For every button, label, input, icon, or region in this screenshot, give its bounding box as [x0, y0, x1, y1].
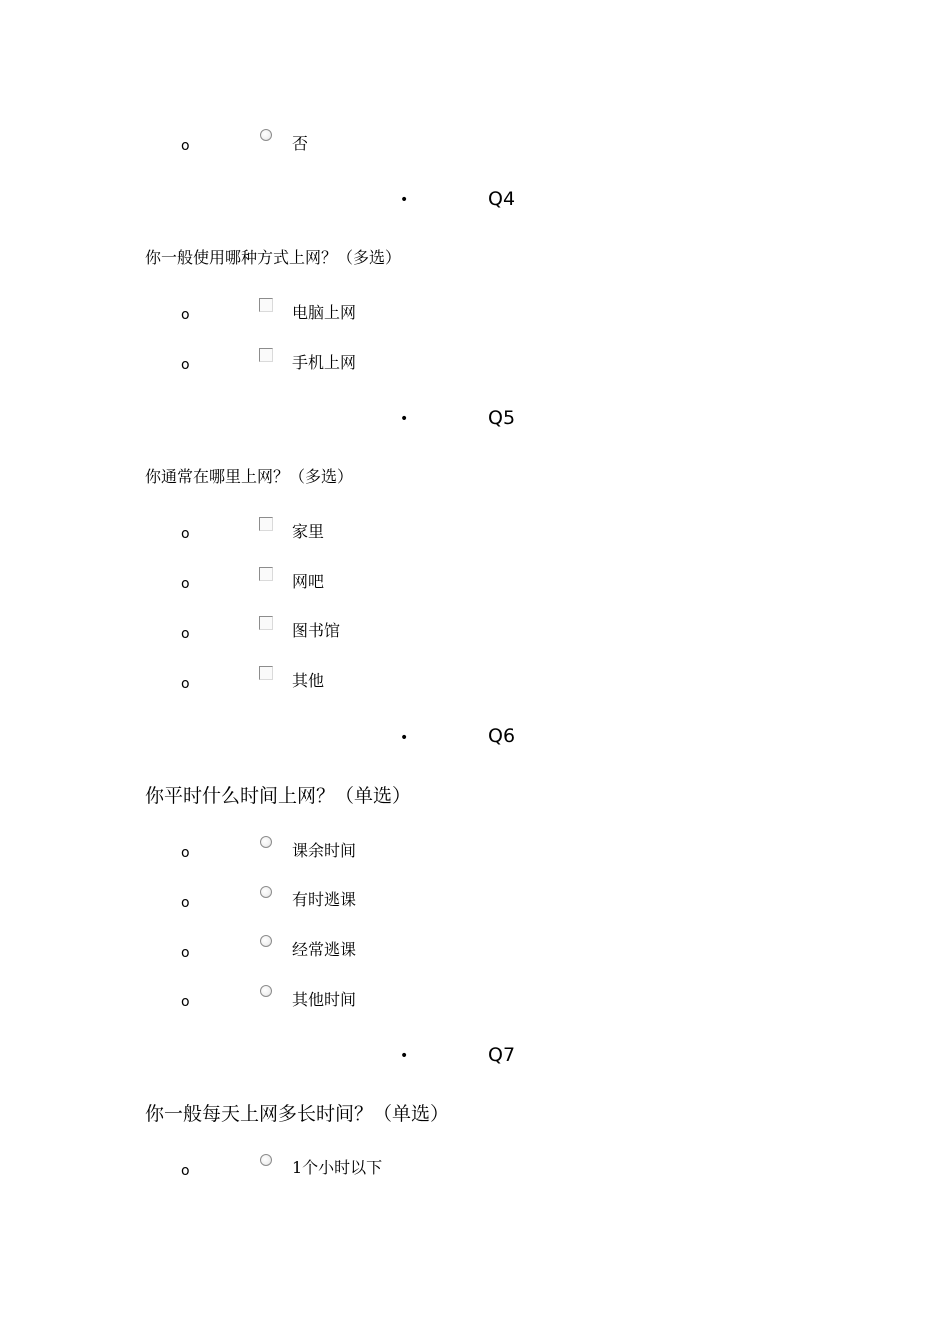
list-marker: o	[181, 626, 190, 642]
radio-button-often-skip[interactable]	[260, 935, 272, 947]
option-label-other-time: 其他时间	[292, 990, 357, 1009]
option-label-computer: 电脑上网	[292, 303, 357, 322]
radio-button-under-1-hour[interactable]	[260, 1154, 272, 1166]
option-label-spare-time: 课余时间	[292, 841, 357, 860]
list-marker: o	[181, 895, 190, 911]
option-label-other-place: 其他	[292, 671, 325, 690]
question-number-q4: Q4	[488, 188, 516, 210]
radio-button-spare-time[interactable]	[260, 836, 272, 848]
question-bullet: •	[400, 411, 409, 427]
question-text-q6: 你平时什么时间上网？（单选）	[145, 785, 412, 807]
list-marker: o	[181, 945, 190, 961]
list-marker: o	[181, 307, 190, 323]
question-bullet: •	[400, 1048, 409, 1064]
option-label-no: 否	[292, 134, 309, 153]
option-label-sometimes-skip: 有时逃课	[292, 890, 357, 909]
checkbox-home[interactable]	[259, 517, 273, 531]
radio-button-sometimes-skip[interactable]	[260, 886, 272, 898]
list-marker: o	[181, 526, 190, 542]
option-label-under-1-hour: 1个小时以下	[292, 1158, 383, 1177]
list-marker: o	[181, 676, 190, 692]
list-marker: o	[181, 845, 190, 861]
option-label-often-skip: 经常逃课	[292, 940, 357, 959]
question-text-q4: 你一般使用哪种方式上网？（多选）	[145, 248, 402, 267]
question-text-q7: 你一般每天上网多长时间？（单选）	[145, 1103, 450, 1125]
question-number-q7: Q7	[488, 1044, 516, 1066]
option-label-home: 家里	[292, 522, 325, 541]
question-text-q5: 你通常在哪里上网？（多选）	[145, 467, 354, 486]
list-marker: o	[181, 357, 190, 373]
checkbox-computer[interactable]	[259, 298, 273, 312]
radio-button-no[interactable]	[260, 129, 272, 141]
checkbox-mobile[interactable]	[259, 348, 273, 362]
radio-button-other-time[interactable]	[260, 985, 272, 997]
checkbox-other-place[interactable]	[259, 666, 273, 680]
question-number-q5: Q5	[488, 407, 516, 429]
list-marker: o	[181, 576, 190, 592]
option-label-mobile: 手机上网	[292, 353, 357, 372]
question-bullet: •	[400, 192, 409, 208]
option-label-internet-cafe: 网吧	[292, 572, 325, 591]
option-label-library: 图书馆	[292, 621, 341, 640]
checkbox-library[interactable]	[259, 616, 273, 630]
list-marker: o	[181, 994, 190, 1010]
question-bullet: •	[400, 730, 409, 746]
checkbox-internet-cafe[interactable]	[259, 567, 273, 581]
list-marker: o	[181, 138, 190, 154]
list-marker: o	[181, 1163, 190, 1179]
question-number-q6: Q6	[488, 725, 516, 747]
